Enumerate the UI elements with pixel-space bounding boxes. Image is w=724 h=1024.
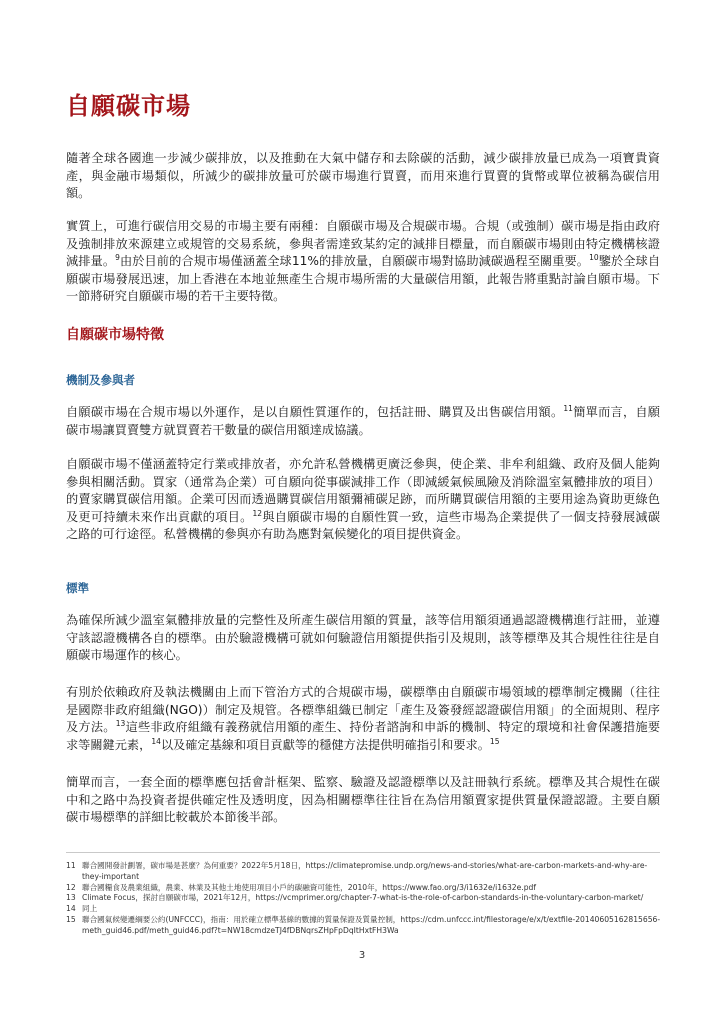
footnotes [66,861,662,937]
mechanism-p1-text-a: 自願碳市場在合規市場以外運作，是以自願性質運作的，包括註冊、購買及出售碳信用額。 [66,405,564,419]
footnote-ref-11: 11 [563,403,573,413]
footnote-number: 14 [66,904,76,914]
standards-paragraph-2 [66,684,660,754]
footnote-divider [66,852,660,853]
footnote-ref-15: 15 [489,736,500,746]
standards-p2-text-c: 以及確定基線和項目貢獻等的穩健方法提供明確指引和要求。 [160,737,490,752]
footnote-number: 13 [66,893,76,903]
footnote-text: 聯合國氣候變遷綱要公約(UNFCCC)，指南：用於確立標準基線的數據的質量保證及質量控制，https://cdm.unfccc.int/filestorage/e/x/t/extfile-20140605162815656-meth_guid46.pdf/meth_guid46.pdf?t=NW18cmdzeTJ4fDBNqrsZHpFpDqItHxtFH3Wa [82,914,661,935]
footnote-number: 12 [66,882,76,892]
standards-paragraph-1: 為確保所減少溫室氣體排放量的完整性及所產生碳信用額的質量，該等信用額須通過認證機構進行註冊，並遵守該認證機構各自的標準。由於驗證機構可就如何驗證信用額提供指引及規則，該等標準及其合規性往往是自願碳市場運作的核心。 [66,613,660,663]
mechanism-paragraph-1 [66,404,660,439]
section-heading: 自願碳市場特徵 [66,327,164,343]
intro-p2-text-b: 由於目前的合規市場僅涵蓋全球11%的排放量，自願碳市場對協助減碳過程至關重要。 [119,254,590,269]
mechanism-p1-text-b: 簡單而言，自願碳市場讓買賣雙方就買賣若干數量的碳信用額達成協議。 [66,405,660,437]
footnote-text: 同上 [82,904,98,914]
footnote-text: 聯合國糧食及農業組織，農業、林業及其他土地使用項目小戶的碳融資可能性，2010年，https://www.fao.org/3/i1632e/i1632e.pdf [82,882,537,892]
intro-p2-text-c: 鑒於全球自願碳市場發展迅速，加上香港在本地並無產生合規市場所需的大量碳信用額，此報告將重點討論自願市場。下一節將研究自願碳市場的若干主要特徵。 [66,254,661,304]
footnote-ref-12: 12 [252,508,263,518]
footnote [66,915,662,937]
footnote [66,861,662,883]
intro-paragraph-2 [66,218,660,306]
page-title: 自願碳市場 [66,92,191,120]
standards-p2-text-b: 這些非政府組織有義務就信用額的產生、持份者諮詢和申訴的機制、特定的環境和社會保護措施要求等關鍵元素， [66,720,661,752]
footnote [66,883,662,894]
footnote-ref-10: 10 [589,253,599,263]
footnote-number: 15 [66,914,76,924]
subsection-heading-standards: 標準 [66,581,89,595]
page-number: 3 [358,950,366,961]
footnote-ref-13: 13 [115,719,126,729]
footnote [66,904,662,915]
footnote [66,893,662,904]
standards-paragraph-3: 簡單而言，一套全面的標準應包括會計框架、監察、驗證及認證標準以及註冊執行系統。標準及其合規性在碳中和之路中為投資者提供確定性及透明度，因為相關標準往往旨在為信用額賣家提供質量保證認證。主要自願碳市場標準的詳細比較載於本節後半部。 [66,775,660,825]
intro-paragraph-1: 隨著全球各國進一步減少碳排放，以及推動在大氣中儲存和去除碳的活動，減少碳排放量已成為一項寶貴資產，與金融市場類似，所減少的碳排放量可於碳市場進行買賣，而用來進行買賣的貨幣或單位被稱為碳信用額。 [66,151,660,201]
footnote-ref-14: 14 [151,736,161,746]
mechanism-p2-text-b: 與自願碳市場的自願性質一致，這些市場為企業提供了一個支持發展減碳之路的可行途徑。私營機構的參與亦有助為應對氣候變化的項目提供資金。 [66,509,661,542]
footnote-text: Climate Focus，探討自願碳市場，2021年12月，https://vcmprimer.org/chapter-7-what-is-the-role-of-carbon-standards-in-the-voluntary-carbon-market/ [82,893,644,903]
mechanism-p2-text-a: 自願碳市場不僅涵蓋特定行業或排放者，亦允許私營機構更廣泛參與，使企業、非牟利組織、政府及個人能夠參與相關活動。買家（通常為企業）可自願向從事碳減排工作（即減緩氣候風險及消除溫室氣體排放的項目）的賣家購買碳信用額。企業可因而透過購買碳信用額彌補碳足跡，而所購買碳信用額的主要用途為資助更綠色及更可持續未來作出貢獻的項目。 [66,457,660,524]
footnote-number: 11 [66,861,76,870]
footnote-text: 聯合國開發計劃署，碳市場是甚麼？為何重要？2022年5月18日，https://climatepromise.undp.org/news-and-stories/what-are-carbon-markets-and-why-are-they-important [82,861,648,881]
footnote-ref-9: 9 [115,253,120,263]
subsection-heading-mechanism: 機制及參與者 [66,373,135,387]
mechanism-paragraph-2 [66,456,660,544]
standards-p2-text-a: 有別於依賴政府及執法機關由上而下管治方式的合規碳市場，碳標準由自願碳市場領域的標準制定機關（往往是國際非政府組織(NGO)）制定及規管。各標準組織已制定「產生及簽發經認證碳信用額」的全面規則、程序及方法。 [66,685,660,735]
intro-p2-text-a: 實質上，可進行碳信用交易的市場主要有兩種：自願碳市場及合規碳市場。合規（或強制）碳市場是指由政府及強制排放來源建立或規管的交易系統，參與者需達致某約定的減排目標量，而自願碳市場則由特定機構核證減排量。 [66,219,660,269]
